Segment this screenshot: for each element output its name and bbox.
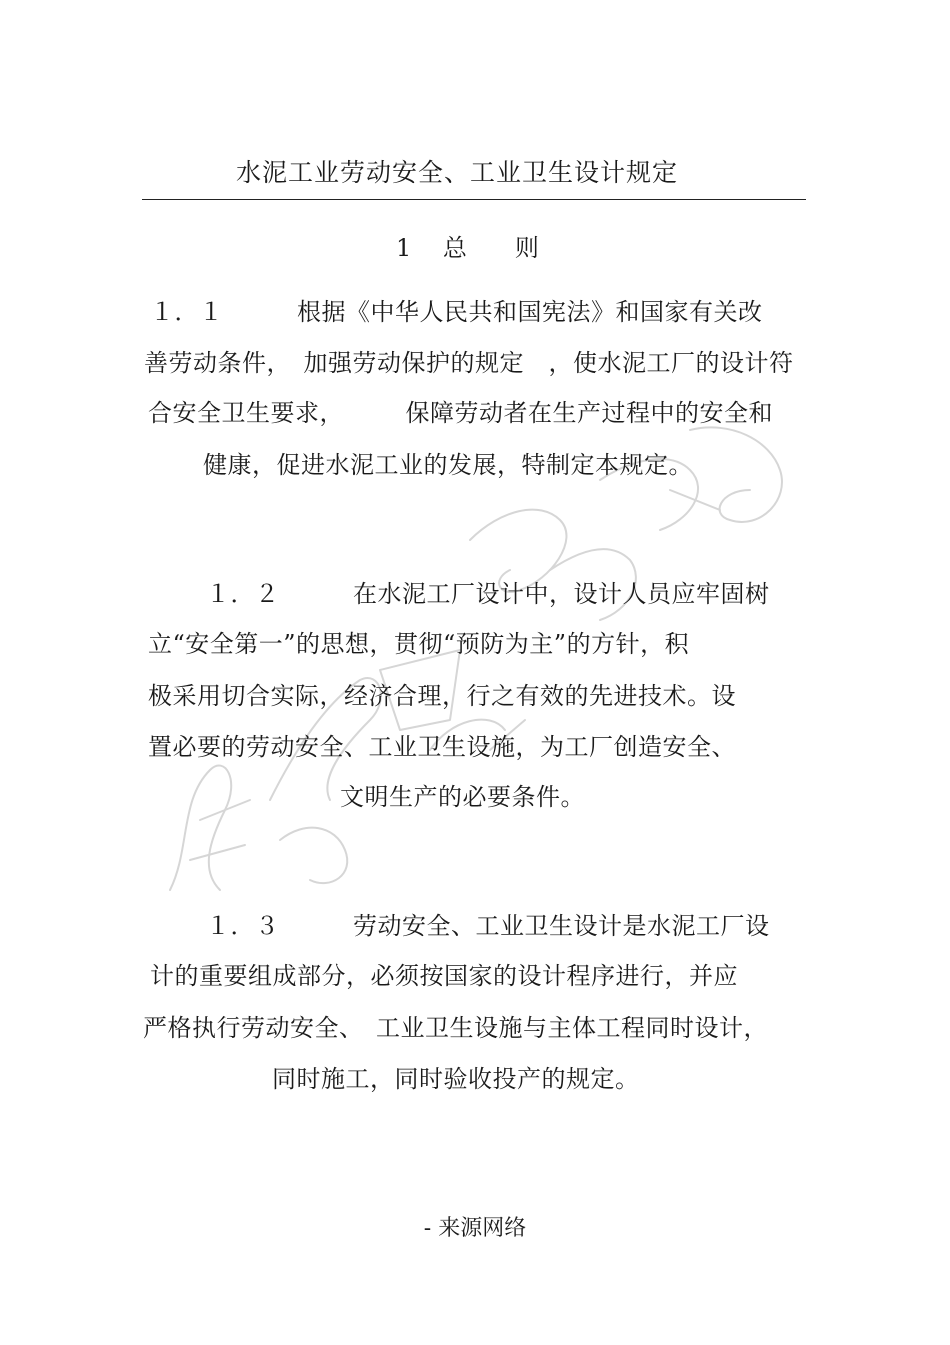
chapter-heading: 1 总 则	[396, 234, 539, 262]
section-1-2-line-3: 极采用切合实际，经济合理，行之有效的先进技术。设	[148, 682, 736, 710]
section-1-1-line-1: １．１ 根据《中华人民共和国宪法》和国家有关改	[150, 298, 763, 326]
footer-source: - 来源网络	[423, 1216, 527, 1241]
section-1-3-line-1: １．３ 劳动安全、工业卫生设计是水泥工厂设	[206, 912, 770, 940]
section-1-2-line-1: １．２ 在水泥工厂设计中，设计人员应牢固树	[206, 580, 770, 608]
section-1-3-line-3: 严格执行劳动安全、 工业卫生设施与主体工程同时设计，	[143, 1014, 768, 1042]
document-title: 水泥工业劳动安全、工业卫生设计规定	[235, 158, 678, 187]
section-1-1-line-4: 健康，促进水泥工业的发展，特制定本规定。	[203, 451, 693, 479]
section-1-1-line-2: 善劳动条件， 加强劳动保护的规定 ，使水泥工厂的设计符	[144, 349, 794, 377]
section-1-2-line-2: 立“安全第一”的思想，贯彻“预防为主”的方针，积	[148, 630, 690, 658]
section-1-1-line-3: 合安全卫生要求， 保障劳动者在生产过程中的安全和	[148, 399, 773, 427]
section-1-3-line-2: 计的重要组成部分，必须按国家的设计程序进行，并应	[150, 962, 738, 990]
section-1-2-line-5: 文明生产的必要条件。	[340, 783, 585, 811]
section-1-3-line-4: 同时施工，同时验收投产的规定。	[272, 1065, 640, 1093]
title-divider	[142, 199, 806, 200]
section-1-2-line-4: 置必要的劳动安全、工业卫生设施，为工厂创造安全、	[148, 733, 736, 761]
watermark-signature-icon	[130, 420, 830, 940]
